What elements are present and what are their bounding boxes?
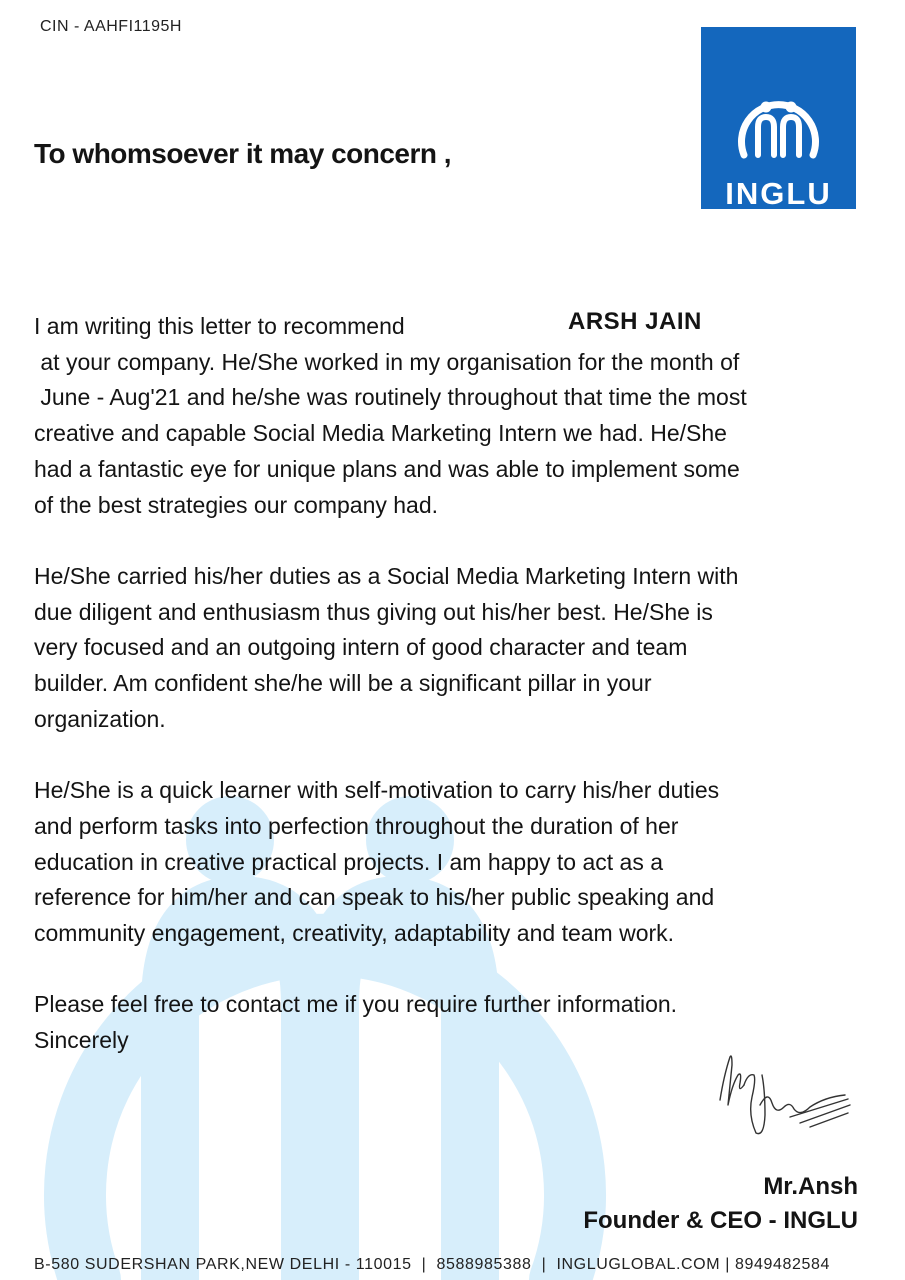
- signer-name: Mr.Ansh: [763, 1173, 858, 1200]
- intro-line: I am writing this letter to recommend: [34, 313, 405, 339]
- paragraph-line: had a fantastic eye for unique plans and was able to implement some: [34, 455, 740, 482]
- paragraph-1: [34, 309, 884, 523]
- paragraph-2: [34, 559, 884, 738]
- paragraph-line: creative and capable Social Media Marketing Intern we had. He/She: [34, 420, 727, 447]
- sign-off: Sincerely: [34, 1027, 129, 1054]
- cin-number: CIN - AAHFI1195H: [40, 18, 182, 35]
- signer-block: [583, 1170, 858, 1238]
- paragraph-line: of the best strategies our company had.: [34, 491, 439, 518]
- paragraph-line: and perform tasks into perfection throughout the duration of her: [34, 812, 679, 839]
- paragraph-line: reference for him/her and can speak to his/her public speaking and: [34, 884, 715, 911]
- paragraph-line: education in creative practical projects. I am happy to act as a: [34, 848, 663, 875]
- paragraph-line: community engagement, creativity, adaptability and team work.: [34, 919, 675, 946]
- paragraph-line: He/She carried his/her duties as a Social Media Marketing Intern with: [34, 562, 739, 589]
- paragraph-line: very focused and an outgoing intern of good character and team: [34, 634, 688, 661]
- logo-text: INGLU: [725, 176, 832, 211]
- paragraph-line: organization.: [34, 705, 166, 732]
- paragraph-line: He/She is a quick learner with self-motivation to carry his/her duties: [34, 777, 720, 804]
- signer-title: Founder & CEO - INGLU: [583, 1207, 858, 1234]
- paragraph-line: due diligent and enthusiasm thus giving out his/her best. He/She is: [34, 598, 713, 625]
- footer-contact: B-580 SUDERSHAN PARK,NEW DELHI - 110015 | 8588985388 | INGLUGLOBAL.COM | 8949482584: [34, 1256, 830, 1273]
- letter-body: [34, 309, 884, 1059]
- salutation: To whomsoever it may concern ,: [34, 138, 452, 169]
- signature: [710, 1045, 860, 1140]
- paragraph-3: [34, 773, 884, 952]
- closing-line: Please feel free to contact me if you require further information.: [34, 991, 678, 1018]
- paragraph-line: builder. Am confident she/he will be a significant pillar in your: [34, 670, 652, 697]
- paragraph-line: at your company. He/She worked in my organisation for the month of: [34, 348, 740, 375]
- company-logo: [701, 27, 856, 209]
- paragraph-line: June - Aug'21 and he/she was routinely throughout that time the most: [34, 384, 747, 411]
- recipient-name: ARSH JAIN: [568, 308, 702, 335]
